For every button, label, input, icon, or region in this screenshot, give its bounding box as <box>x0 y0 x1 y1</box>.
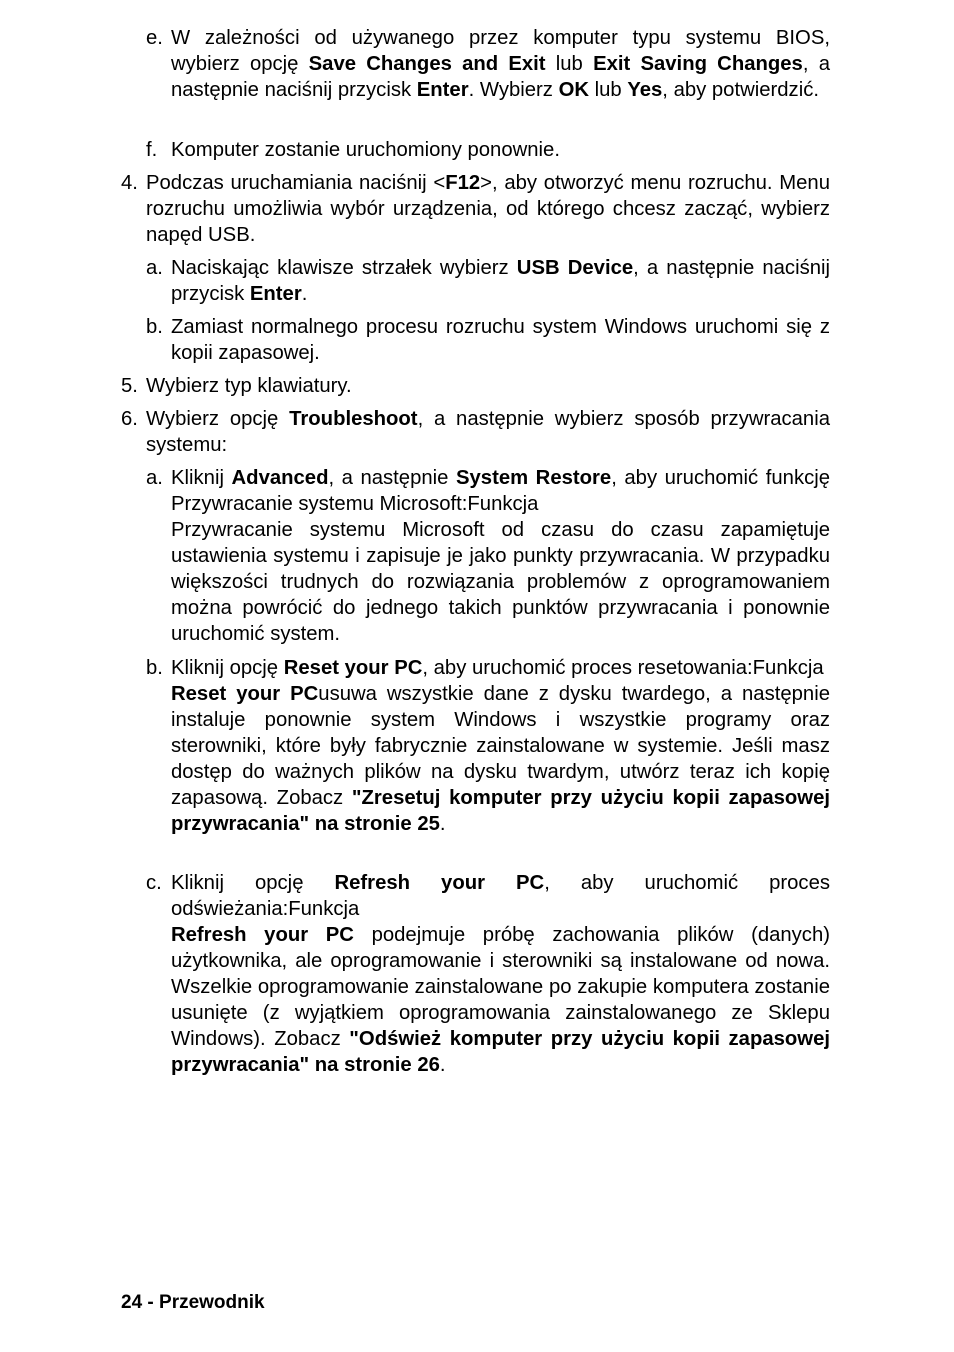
text-run: Kliknij opcję <box>171 872 335 894</box>
option-save-changes-and-exit: Save Changes and Exit <box>308 53 546 75</box>
step-text <box>171 465 830 647</box>
text-run: , a następnie wybierz sposób przywracania systemu: <box>146 408 830 456</box>
text-run: , a następnie naciśnij przycisk <box>171 53 830 101</box>
step-marker: a. <box>146 257 163 279</box>
step-text <box>171 137 830 163</box>
step-text <box>171 255 830 307</box>
step-marker: b. <box>146 657 163 679</box>
text-run: . <box>301 283 308 305</box>
text-run: Kliknij opcję <box>171 657 284 679</box>
step-text <box>146 373 830 399</box>
text-run: , aby uruchomić proces resetowania:Funkcja <box>422 657 824 679</box>
text-run: lub <box>588 79 628 101</box>
text-run: Podczas uruchamiania naciśnij < <box>146 172 446 194</box>
step-text <box>146 406 830 458</box>
step-text <box>171 25 830 103</box>
step-text <box>171 314 830 366</box>
text-run: . <box>439 813 446 835</box>
step-marker: b. <box>146 316 163 338</box>
key-enter: Enter <box>249 283 302 305</box>
text-run: podejmuje próbę zachowania plików (danych) użytkownika, ale oprogramowanie i sterowniki są instalowane od nowa. Wszelkie oprogramowanie zainstalowane po zakupie komputera zostanie usunięte (z wyjątkiem oprogramowania zainstalowanego ze Sklepu Windows). Zobacz <box>171 924 830 1050</box>
text-run: Wybierz typ klawiatury. <box>146 375 352 397</box>
text-run: , aby uruchomić proces odświeżania:Funkcja <box>171 872 830 920</box>
option-advanced: Advanced <box>231 467 329 489</box>
step-text <box>146 170 830 248</box>
cross-reference-link: "Odśwież komputer przy użyciu kopii zapasowej przywracania" na stronie 26 <box>171 1028 830 1076</box>
text-run: , a następnie naciśnij przycisk <box>171 257 831 305</box>
step-marker: 5. <box>121 375 138 397</box>
step-marker: a. <box>146 467 163 489</box>
step-marker: f. <box>146 139 158 161</box>
option-system-restore: System Restore <box>455 467 612 489</box>
step-text <box>171 655 830 837</box>
option-reset-your-pc: Reset your PC <box>171 683 319 705</box>
step-text <box>171 870 830 1078</box>
option-usb-device: USB Device <box>516 257 634 279</box>
text-run: Komputer zostanie uruchomiony ponownie. <box>171 139 560 161</box>
text-run: Kliknij <box>171 467 232 489</box>
step-marker: 4. <box>121 172 138 194</box>
option-reset-your-pc: Reset your PC <box>283 657 423 679</box>
text-run: Przywracanie systemu Microsoft od czasu do czasu zapamiętuje ustawienia systemu i zapisuje je jako punkty przywracania. W przypadku większości trudnych do rozwiązania problemów z oprogramowaniem można powrócić do jednego takich punktów przywracania i ponownie uruchomić system. <box>171 519 830 645</box>
text-run: W zależności od używanego przez komputer typu systemu BIOS, wybierz opcję <box>171 27 830 75</box>
page-footer: 24 - Przewodnik <box>121 1292 265 1313</box>
text-run: . <box>439 1054 446 1076</box>
option-exit-saving-changes: Exit Saving Changes <box>593 53 803 75</box>
cross-reference-link: "Zresetuj komputer przy użyciu kopii zapasowej przywracania" na stronie 25 <box>171 787 830 835</box>
option-yes: Yes <box>627 79 663 101</box>
text-run: , a następnie <box>328 467 456 489</box>
option-refresh-your-pc: Refresh your PC <box>171 924 354 946</box>
step-marker: e. <box>146 27 163 49</box>
option-troubleshoot: Troubleshoot <box>289 408 418 430</box>
text-run: . Wybierz <box>468 79 559 101</box>
step-marker: c. <box>146 872 162 894</box>
text-run: usuwa wszystkie dane z dysku twardego, a następnie instaluje ponownie system Windows i wszystkie programy oraz sterowniki, które były fabrycznie zainstalowane w systemie. Jeśli masz dostęp do ważnych plików na dysku twardym, utwórz teraz ich kopię zapasową. Zobacz <box>171 683 830 809</box>
text-run: , aby uruchomić funkcję Przywracanie systemu Microsoft:Funkcja <box>171 467 831 515</box>
step-marker: 6. <box>121 408 138 430</box>
option-refresh-your-pc: Refresh your PC <box>334 872 545 894</box>
option-ok: OK <box>558 79 589 101</box>
key-f12: F12 <box>445 172 481 194</box>
text-run: , aby potwierdzić. <box>662 79 819 101</box>
text-run: Zamiast normalnego procesu rozruchu system Windows uruchomi się z kopii zapasowej. <box>171 316 830 364</box>
text-run: >, aby otworzyć menu rozruchu. Menu rozruchu umożliwia wybór urządzenia, od którego chcesz zacząć, wybierz napęd USB. <box>146 172 830 246</box>
text-run: Wybierz opcję <box>146 408 290 430</box>
text-run: lub <box>545 53 594 75</box>
key-enter: Enter <box>416 79 469 101</box>
text-run: Naciskając klawisze strzałek wybierz <box>171 257 517 279</box>
